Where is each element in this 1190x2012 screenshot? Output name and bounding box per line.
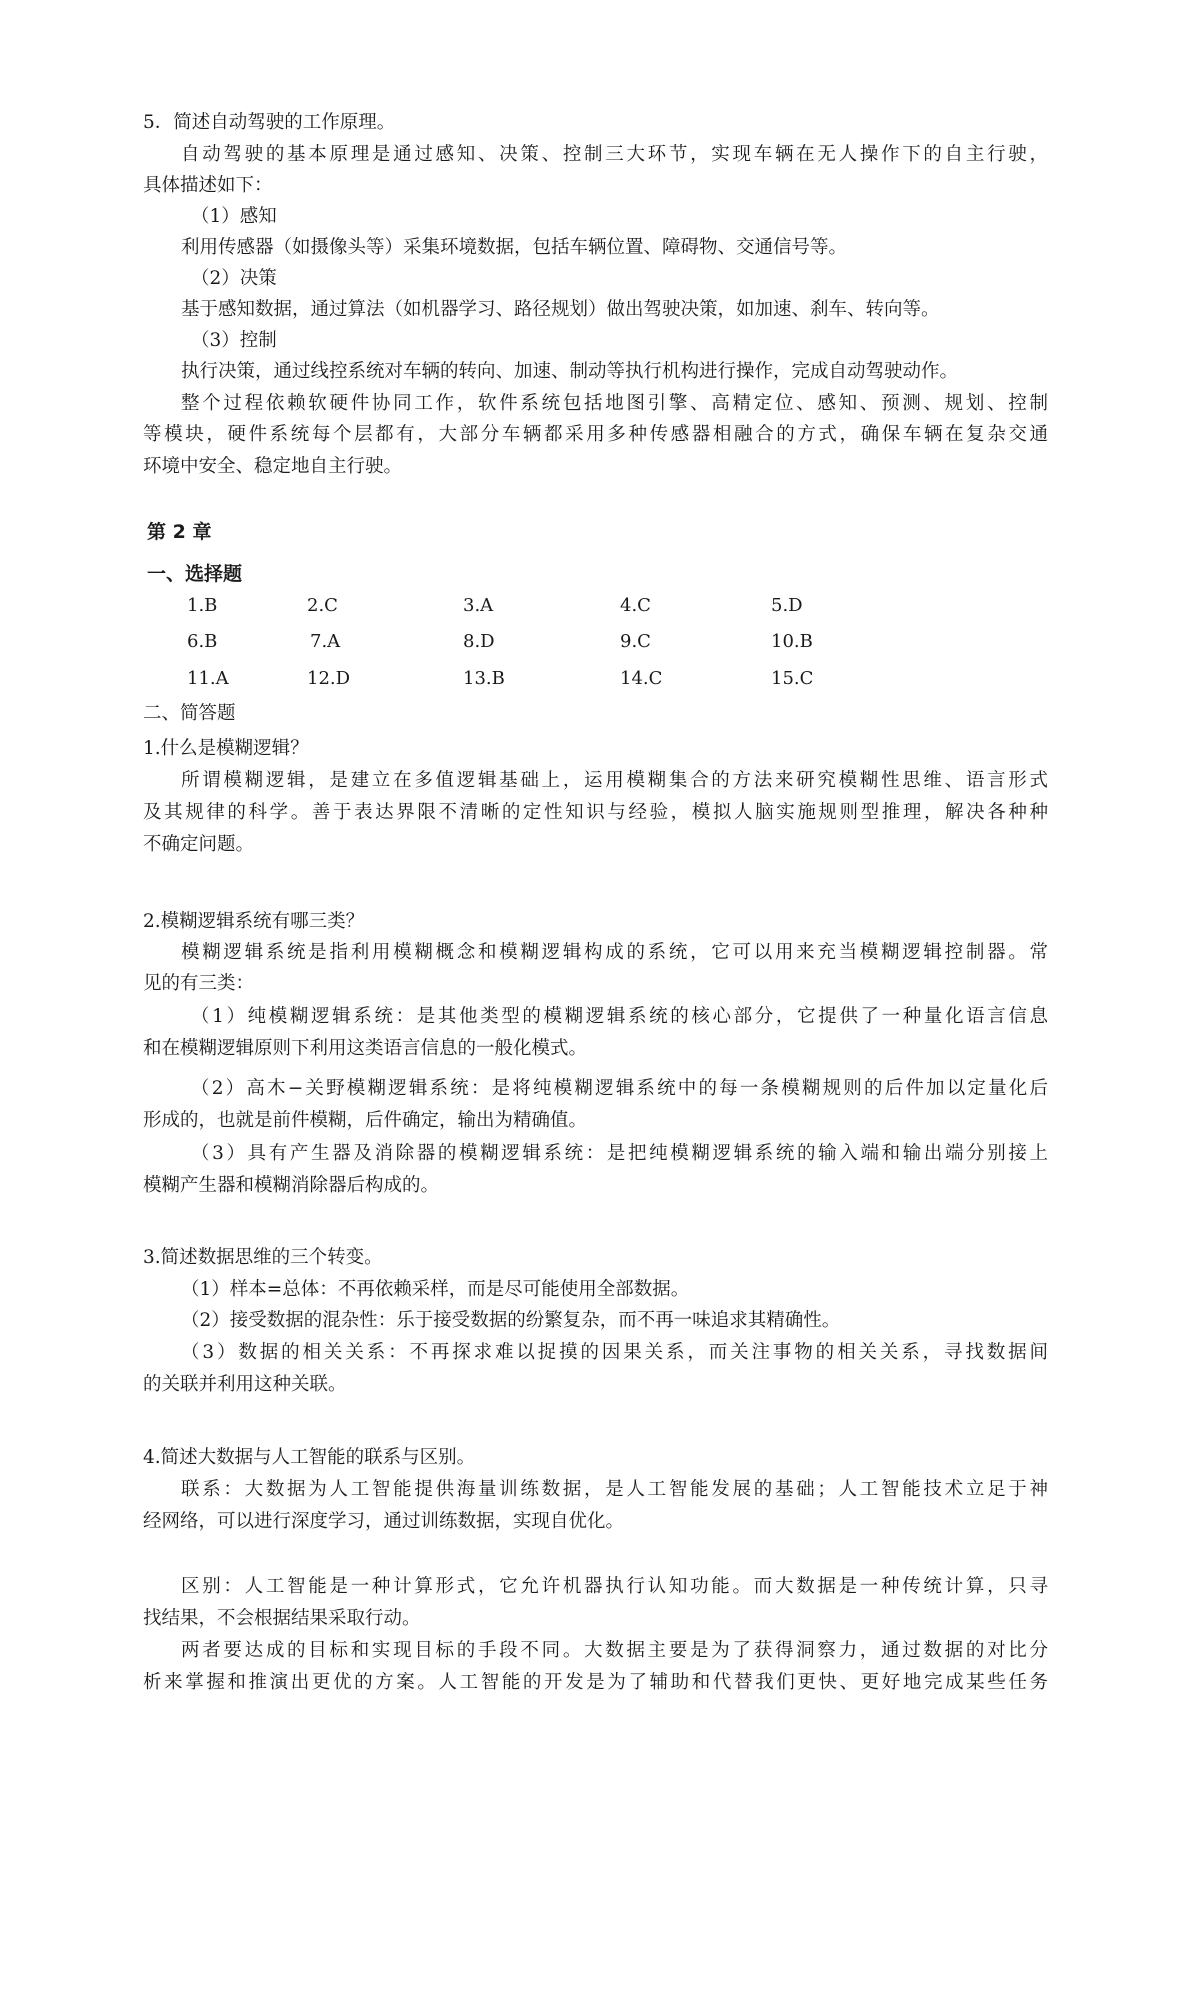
q2-item-3-line-1: （3）具有产生器及消除器的模糊逻辑系统：是把纯模糊逻辑系统的输入端和输出端分别接上 [191,1143,1048,1164]
q3-item-2: （2）接受数据的混杂性：乐于接受数据的纷繁复杂，而不再一味追求其精确性。 [181,1310,841,1331]
control-heading: （3）控制 [191,330,277,351]
mc-answer: 7.A [310,631,341,652]
q2-line-2: 见的有三类： [143,973,255,994]
q4-goal-line-1: 两者要达成的目标和实现目标的手段不同。大数据主要是为了获得洞察力，通过数据的对比分 [181,1640,1048,1661]
q4-link-line-2: 经网络，可以进行深度学习，通过训练数据，实现自优化。 [143,1511,625,1532]
q4-link-line-1: 联系：大数据为人工智能提供海量训练数据，是人工智能发展的基础；人工智能技术立足于神 [181,1479,1048,1500]
q2-title: 2.模糊逻辑系统有哪三类？ [143,911,365,932]
mc-answer: 3.A [463,595,494,616]
decision-text: 基于感知数据，通过算法（如机器学习、路径规划）做出驾驶决策，如加速、刹车、转向等。 [181,299,940,320]
q2-item-2-line-1: （2）高木−关野模糊逻辑系统：是将纯模糊逻辑系统中的每一条模糊规则的后件加以定量化后 [191,1078,1048,1099]
q5-paragraph-line-2: 具体描述如下： [143,175,273,196]
mc-answer: 15.C [771,668,814,689]
multiple-choice-heading: 一、选择题 [147,563,243,585]
mc-answer: 11.A [187,668,229,689]
control-text: 执行决策，通过线控系统对车辆的转向、加速、制动等执行机构进行操作，完成自动驾驶动作。 [181,361,959,382]
q1-line-1: 所谓模糊逻辑，是建立在多值逻辑基础上，运用模糊集合的方法来研究模糊性思维、语言形式 [181,770,1048,791]
q3-item-3-line-2: 的关联并利用这种关联。 [143,1374,347,1395]
q1-title: 1.什么是模糊逻辑？ [143,738,309,759]
q3-title: 3.简述数据思维的三个转变。 [143,1247,383,1268]
q4-diff-line-1: 区别：人工智能是一种计算形式，它允许机器执行认知功能。而大数据是一种传统计算，只寻 [181,1576,1048,1597]
mc-answer: 2.C [307,595,338,616]
short-answer-heading: 二、简答题 [143,703,236,724]
mc-answer: 1.B [187,595,218,616]
q5-paragraph-line-1: 自动驾驶的基本原理是通过感知、决策、控制三大环节，实现车辆在无人操作下的自主行驶， [181,144,1048,165]
mc-answer: 10.B [771,631,813,652]
q2-item-1-line-1: （1）纯模糊逻辑系统：是其他类型的模糊逻辑系统的核心部分，它提供了一种量化语言信息 [191,1006,1048,1027]
chapter-2-title: 第 2 章 [147,521,212,543]
q3-item-1: （1）样本=总体：不再依赖采样，而是尽可能使用全部数据。 [181,1279,690,1300]
mc-answer: 12.D [307,668,351,689]
q4-goal-line-2: 析来掌握和推演出更优的方案。人工智能的开发是为了辅助和代替我们更快、更好地完成某些任务 [143,1672,1048,1693]
q3-item-3-line-1: （3）数据的相关关系：不再探求难以捉摸的因果关系，而关注事物的相关关系，寻找数据间 [181,1342,1048,1363]
q2-item-1-line-2: 和在模糊逻辑原则下利用这类语言信息的一般化模式。 [143,1038,588,1059]
mc-answer: 14.C [620,668,663,689]
mc-answer: 13.B [463,668,505,689]
decision-heading: （2）决策 [191,268,277,289]
mc-answer: 9.C [620,631,651,652]
summary-line-3: 环境中安全、稳定地自主行驶。 [143,456,403,477]
q2-item-2-line-2: 形成的，也就是前件模糊，后件确定，输出为精确值。 [143,1110,588,1131]
q1-line-3: 不确定问题。 [143,834,255,855]
summary-line-2: 等模块，硬件系统每个层都有，大部分车辆都采用多种传感器相融合的方式，确保车辆在复杂交通 [143,424,1048,445]
q2-line-1: 模糊逻辑系统是指利用模糊概念和模糊逻辑构成的系统，它可以用来充当模糊逻辑控制器。常 [181,942,1048,963]
perception-heading: （1）感知 [191,206,277,227]
question-5-title: 5．简述自动驾驶的工作原理。 [143,112,396,133]
mc-answer: 4.C [620,595,651,616]
q4-title: 4.简述大数据与人工智能的联系与区别。 [143,1447,476,1468]
perception-text: 利用传感器（如摄像头等）采集环境数据，包括车辆位置、障碍物、交通信号等。 [181,237,848,258]
mc-answer: 6.B [187,631,218,652]
q1-line-2: 及其规律的科学。善于表达界限不清晰的定性知识与经验，模拟人脑实施规则型推理，解决各种种 [143,802,1048,823]
q4-diff-line-2: 找结果，不会根据结果采取行动。 [143,1608,421,1629]
summary-line-1: 整个过程依赖软硬件协同工作，软件系统包括地图引擎、高精定位、感知、预测、规划、控制 [181,393,1048,414]
q2-item-3-line-2: 模糊产生器和模糊消除器后构成的。 [143,1175,440,1196]
mc-answer: 5.D [771,595,803,616]
mc-answer: 8.D [463,631,495,652]
